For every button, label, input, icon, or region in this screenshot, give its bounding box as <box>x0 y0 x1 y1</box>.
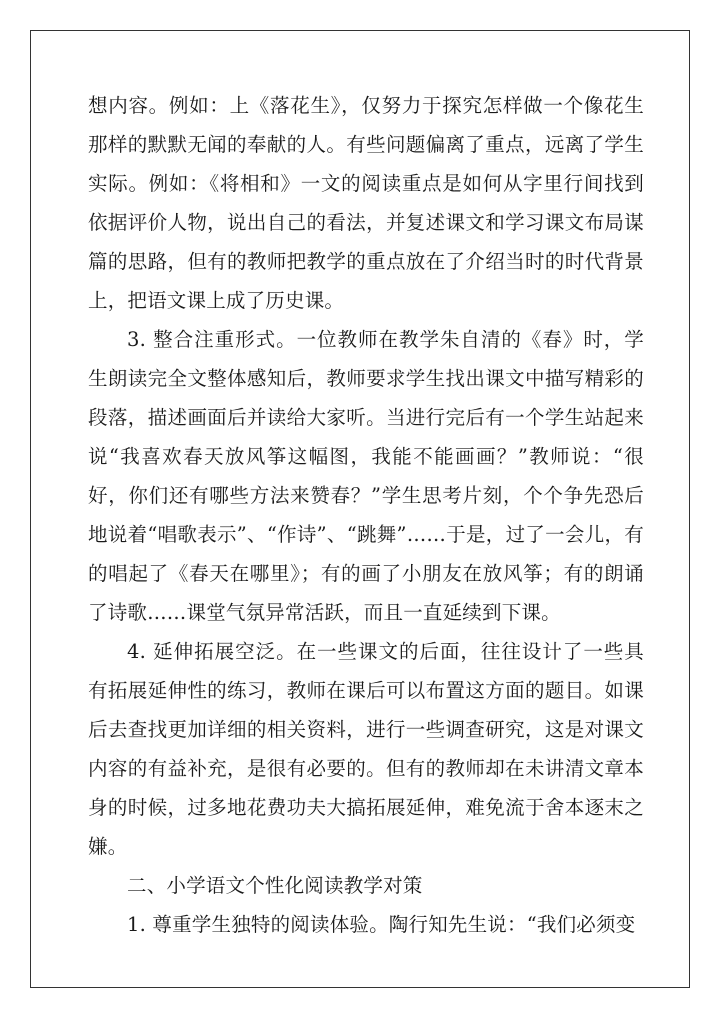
document-body <box>88 86 644 944</box>
paragraph-point-3: 3. 整合注重形式。一位教师在教学朱自清的《春》时，学生朗读完全文整体感知后，教师要求学生找出课文中描写精彩的段落，描述画面后并读给大家听。当进行完后有一个学生站起来说“我喜欢春天放风筝这幅图，我能不能画画？”教师说：“很好，你们还有哪些方法来赞春？”学生思考片刻，个个争先恐后地说着“唱歌表示”、“作诗”、“跳舞”……于是，过了一会儿，有的唱起了《春天在哪里》；有的画了小朋友在放风筝；有的朗诵了诗歌……课堂气氛异常活跃，而且一直延续到下课。 <box>88 328 644 624</box>
paragraph-strategy-1: 1. 尊重学生独特的阅读体验。陶行知先生说：“我们必须变 <box>127 913 636 936</box>
paragraph-point-4: 4. 延伸拓展空泛。在一些课文的后面，往往设计了一些具有拓展延伸性的练习，教师在课后可以布置这方面的题目。如课后去查找更加详细的相关资料，进行一些调查研究，这是对课文内容的有益补充，是很有必要的。但有的教师却在未讲清文章本身的时候，过多地花费功夫大搞拓展延伸，难免流于舍本逐末之嫌。 <box>88 640 644 858</box>
section-heading-strategies: 二、小学语文个性化阅读教学对策 <box>127 874 423 897</box>
paragraph-continuation: 想内容。例如：上《落花生》，仅努力于探究怎样做一个像花生那样的默默无闻的奉献的人。有些问题偏离了重点，远离了学生实际。例如：《将相和》一文的阅读重点是如何从字里行间找到依据评价人物，说出自己的看法，并复述课文和学习课文布局谋篇的思路，但有的教师把教学的重点放在了介绍当时的时代背景上，把语文课上成了历史课。 <box>88 94 644 312</box>
